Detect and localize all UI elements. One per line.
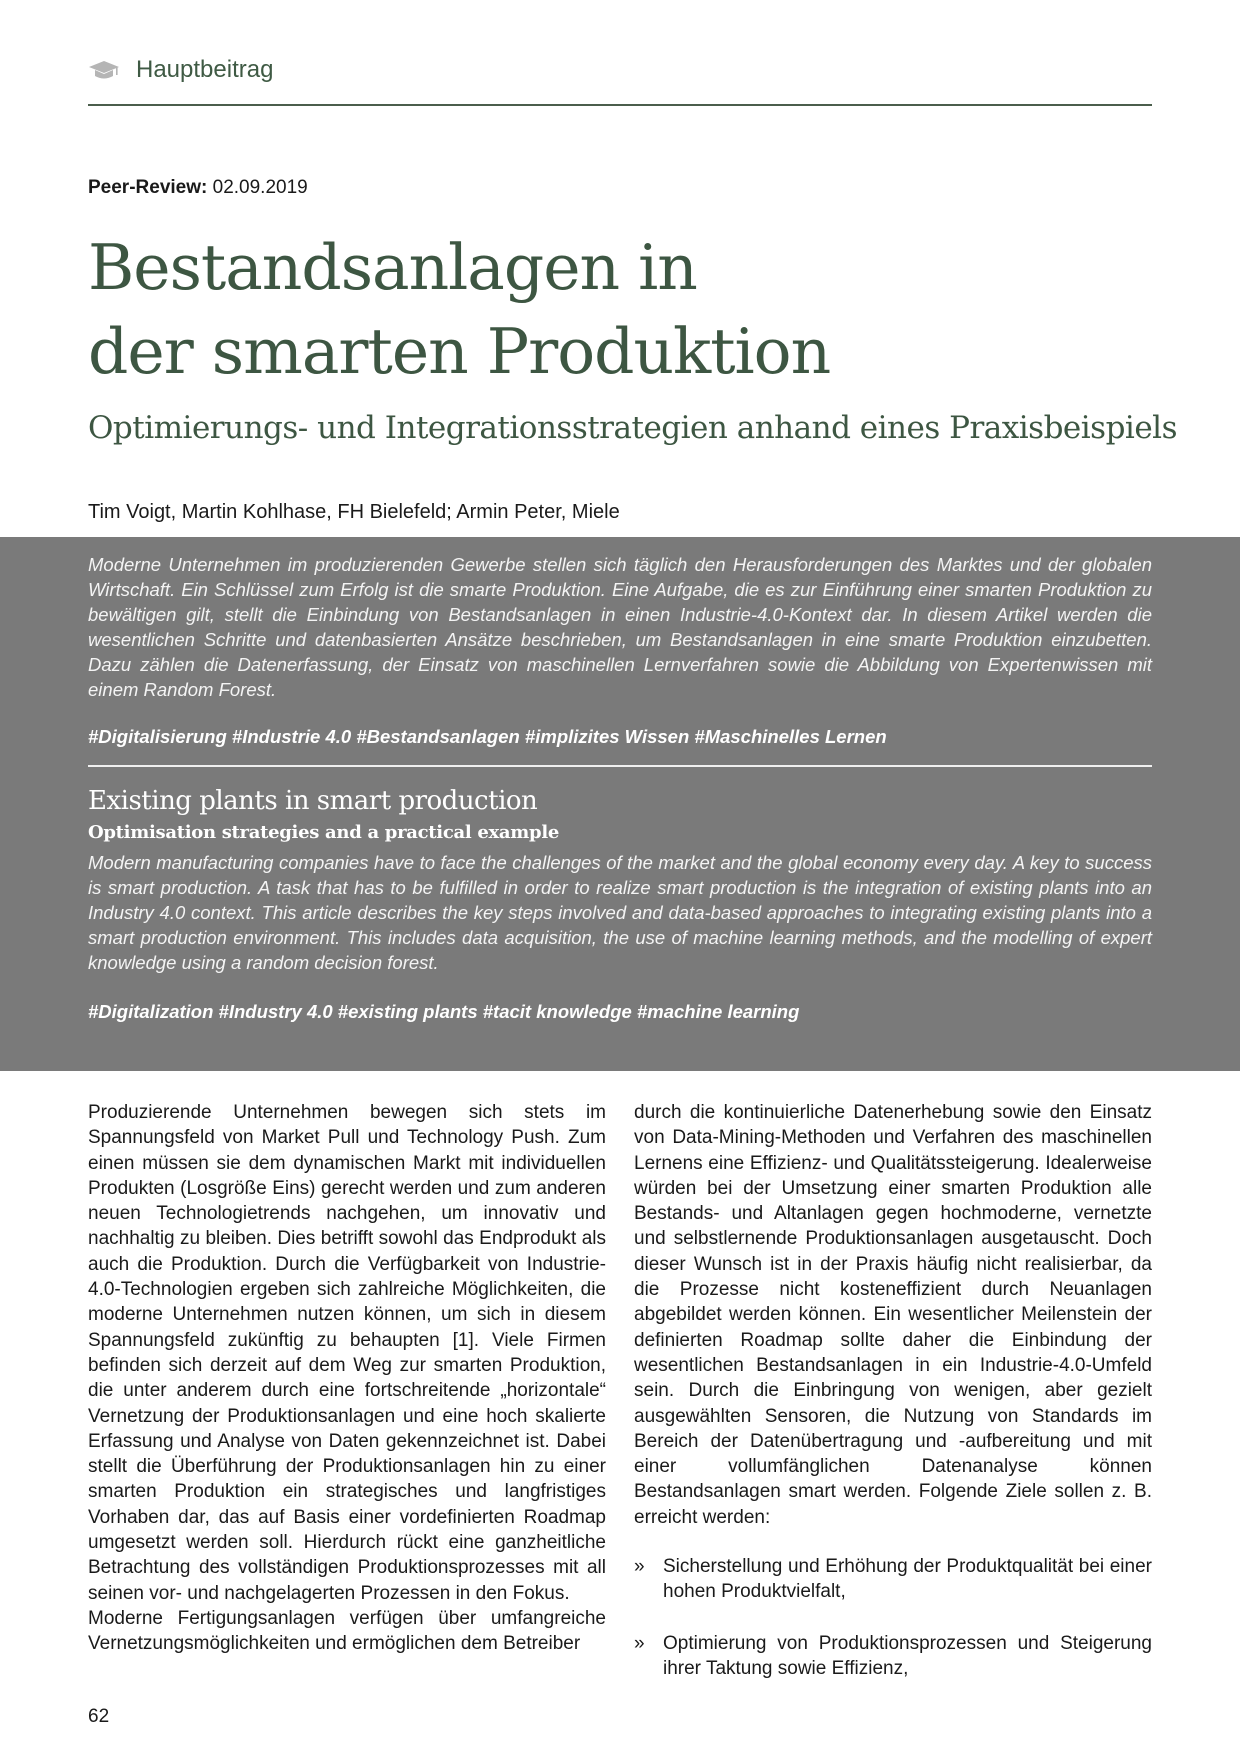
english-title: Existing plants in smart production — [88, 786, 538, 816]
english-subtitle: Optimisation strategies and a practical example — [88, 822, 560, 843]
goals-list — [634, 1554, 1152, 1681]
authors: Tim Voigt, Martin Kohlhase, FH Bielefeld; Armin Peter, Miele — [88, 501, 620, 523]
body-paragraph: durch die kontinuierliche Datenerhebung sowie den Einsatz von Data-Mining-Methoden und Verfahren des maschinellen Lernens eine Effizienz- und Qualitätssteigerung. Idealerweise würden bei der Umsetzung einer smarten Produktion alle Bestands- und Altanlagen gegen hochmoderne, vernetzte und selbstlernende Produktionsanlagen ausgetauscht. Doch dieser Wunsch ist in der Praxis häufig nicht realisierbar, da die Prozesse nicht kosteneffizient durch Neuanlagen abgebildet werden können. Ein wesentlicher Meilenstein der definierten Roadmap sollte daher die Einbindung der wesentlichen Bestandsanlagen in ein Industrie-4.0-Umfeld sein. Durch die Einbringung von wenigen, aber gezielt ausgewählten Sensoren, die Nutzung von Standards im Bereich der Datenübertragung und -aufbereitung und mit einer vollumfänglichen Datenanalyse können Bestandsanlagen smart werden. Folgende Ziele sollen z. B. erreicht werden: — [634, 1102, 1152, 1528]
keywords-english: #Digitalization #Industry 4.0 #existing plants #tacit knowledge #machine learning — [88, 1001, 800, 1022]
graduation-cap-icon — [88, 60, 120, 80]
abstract-german: Moderne Unternehmen im produzierenden Gewerbe stellen sich täglich den Herausforderungen des Marktes und der globalen Wirtschaft. Ein Schlüssel zum Erfolg ist die smarte Produktion. Eine Aufgabe, die es zur Einführung einer smarten Produktion zu bewältigen gilt, stellt die Einbindung von Bestandsanlagen in einen Industrie-4.0-Kontext dar. In diesem Artikel werden die wesentlichen Schritte und datenbasierten Ansätze beschrieben, um Bestandsanlagen in eine smarte Produktion einzubetten. Dazu zählen die Datenerfassung, der Einsatz von maschinellen Lernverfahren sowie die Abbildung von Expertenwissen mit einem Random Forest. — [88, 554, 1152, 700]
abstract-box — [0, 537, 1240, 1071]
abstract-divider — [88, 765, 1152, 767]
peer-review-label: Peer-Review: — [88, 177, 208, 198]
list-item — [634, 1554, 1152, 1605]
title-line-2: der smarten Produktion — [88, 315, 831, 388]
page-number: 62 — [88, 1706, 110, 1727]
bullet-mark: » — [634, 1632, 645, 1654]
title-line-1: Bestandsanlagen in — [88, 231, 697, 304]
article-title — [88, 226, 830, 394]
article-subtitle: Optimierungs- und Integrationsstrategien anhand eines Praxisbeispiels — [88, 410, 1178, 446]
list-item-text: Optimierung von Produktionsprozessen und Steigerung ihrer Taktung sowie Effizienz, — [663, 1632, 1152, 1679]
body-column-left — [88, 1100, 606, 1657]
section-label: Hauptbeitrag — [136, 56, 274, 83]
list-item — [634, 1631, 1152, 1682]
list-item-text: Sicherstellung und Erhöhung der Produktqualität bei einer hohen Produktvielfalt, — [663, 1556, 1152, 1603]
peer-review-line — [88, 177, 308, 199]
keywords-german: #Digitalisierung #Industrie 4.0 #Bestandsanlagen #implizites Wissen #Maschinelles Lernen — [88, 726, 887, 747]
abstract-english: Modern manufacturing companies have to face the challenges of the market and the global economy every day. A key to success is smart production. A task that has to be fulfilled in order to realize smart production is the integration of existing plants into an Industry 4.0 context. This article describes the key steps involved and data-based approaches to integrating existing plants into a smart production environment. This includes data acquisition, the use of machine learning methods, and the modelling of expert knowledge using a random decision forest. — [88, 852, 1152, 973]
body-paragraph: Produzierende Unternehmen bewegen sich stets im Spannungsfeld von Market Pull und Technology Push. Zum einen müssen sie dem dynamischen Markt mit individuellen Produkten (Losgröße Eins) gerecht werden und zum anderen neuen Technologietrends nachgehen, um innovativ und nachhaltig zu bleiben. Dies betrifft sowohl das Endprodukt als auch die Produktion. Durch die Verfügbarkeit von Industrie-4.0-Technologien ergeben sich zahlreiche Möglichkeiten, die moderne Unternehmen nutzen können, um sich in diesem Spannungsfeld zukünftig zu behaupten [1]. Viele Firmen befinden sich derzeit auf dem Weg zur smarten Produktion, die unter anderem durch eine fortschreitende „horizontale“ Vernetzung der Produktionsanlagen und eine hoch skalierte Erfassung und Analyse von Daten gekennzeichnet ist. Dabei stellt die Überführung der Produktionsanlagen hin zu einer smarten Produktion ein strategisches und langfristiges Vorhaben dar, das auf Basis einer vordefinierten Roadmap umgesetzt werden soll. Hierdurch rückt eine ganzheitliche Betrachtung des vollständigen Produktionsprozesses mit all seinen vor- und nachgelagerten Prozessen in den Fokus. — [88, 1102, 606, 1604]
bullet-mark: » — [634, 1556, 645, 1578]
peer-review-date: 02.09.2019 — [212, 177, 308, 198]
running-header — [88, 52, 1152, 106]
body-column-right — [634, 1100, 1152, 1707]
body-paragraph: Moderne Fertigungsanlagen verfügen über umfangreiche Vernetzungsmöglichkeiten und ermöglichen dem Betreiber — [88, 1607, 606, 1655]
